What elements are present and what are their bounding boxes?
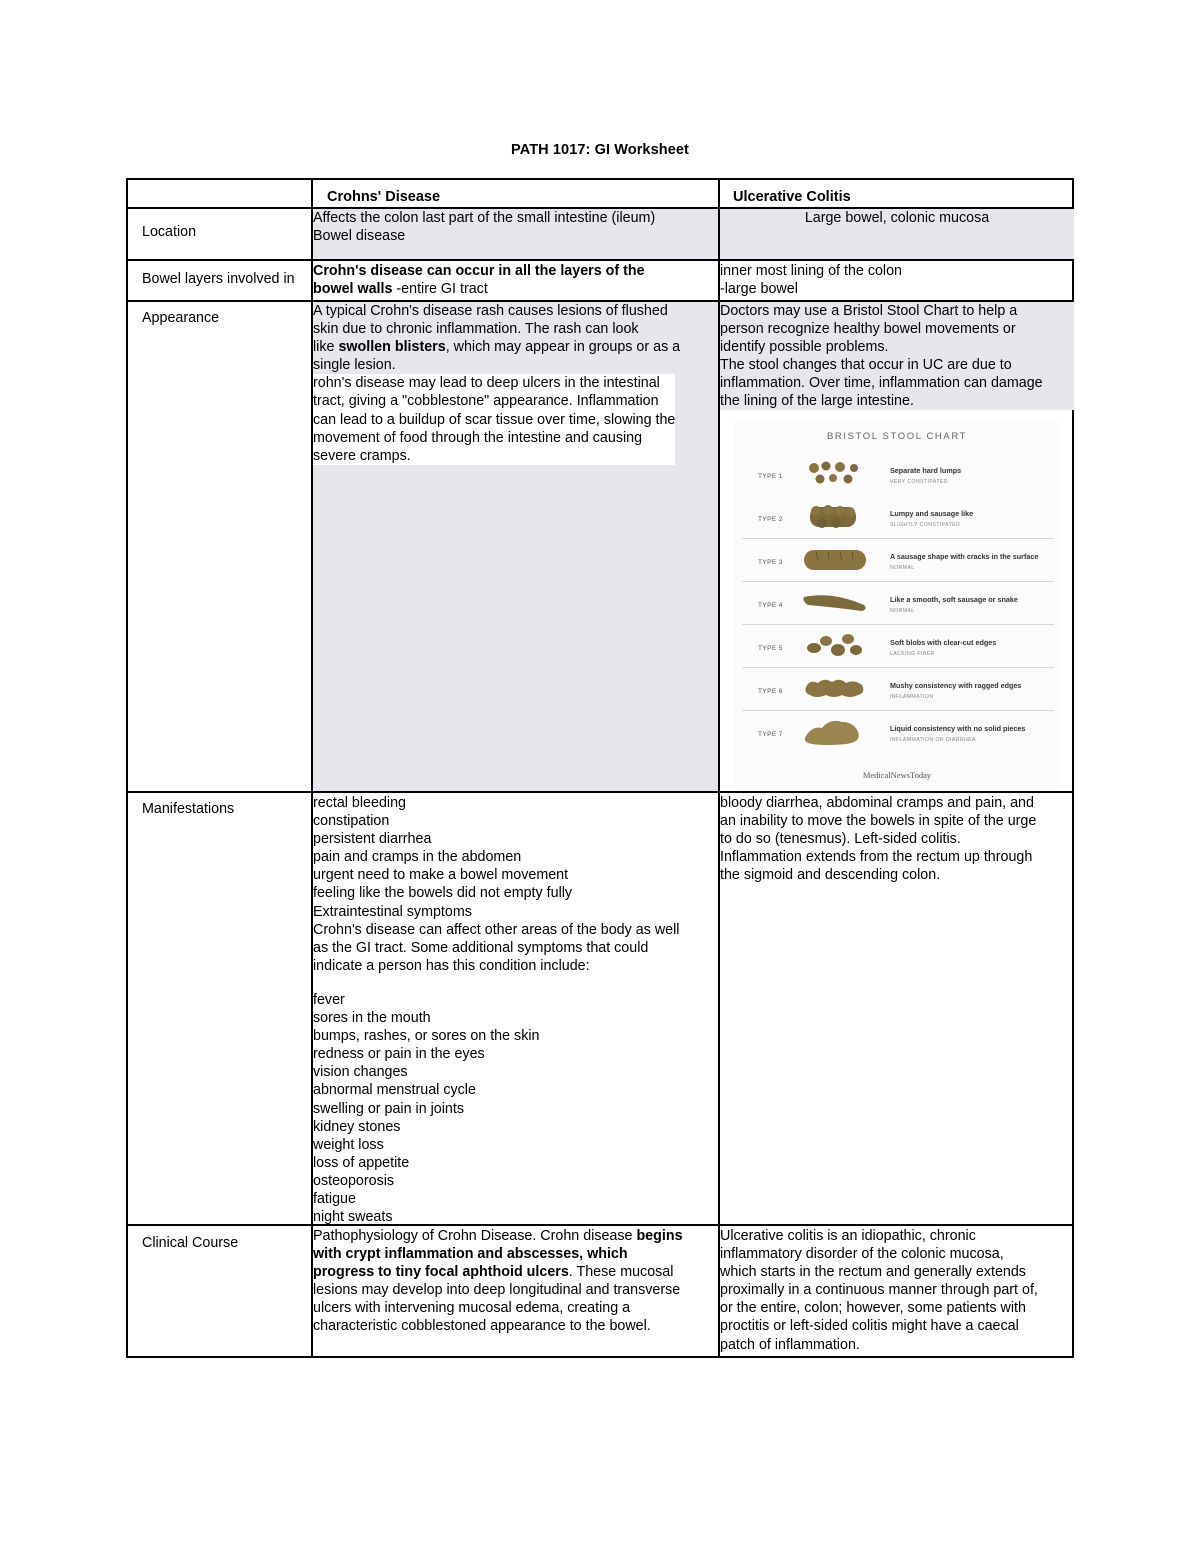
stool-type-label: TYPE 1 bbox=[758, 473, 783, 480]
stool-type-sub: INFLAMMATION bbox=[890, 694, 934, 700]
text-line: Ulcerative colitis is an idiopathic, chronic bbox=[720, 1228, 976, 1244]
header-uc: Ulcerative Colitis bbox=[733, 189, 851, 205]
bold-text: progress to tiny focal aphthoid ulcers bbox=[313, 1264, 569, 1281]
list-item: swelling or pain in joints bbox=[313, 1100, 464, 1117]
divider bbox=[742, 710, 1054, 711]
row-label-appearance: Appearance bbox=[142, 310, 220, 326]
text-line: identify possible problems. bbox=[720, 339, 889, 356]
text-line: or the entire, colon; however, some patients with bbox=[720, 1300, 1026, 1317]
stool-type-label: TYPE 6 bbox=[758, 688, 783, 695]
bold-text: swollen blisters bbox=[338, 339, 446, 356]
bold-text: begins bbox=[636, 1228, 683, 1244]
layers-bold-text: Crohn's disease can occur in all the layers of the bbox=[313, 263, 645, 279]
stool-type-desc: Like a smooth, soft sausage or snake bbox=[890, 595, 1018, 604]
bristol-stool-chart-image bbox=[734, 422, 1060, 790]
list-item: Crohn's disease can affect other areas of the body as well bbox=[313, 921, 680, 938]
row-label-clinical-course: Clinical Course bbox=[142, 1235, 239, 1251]
list-item: kidney stones bbox=[313, 1118, 401, 1135]
page-title: PATH 1017: GI Worksheet bbox=[511, 142, 689, 158]
stool-type-sub: VERY CONSTIPATED bbox=[890, 479, 948, 485]
stool-type-7-illustration bbox=[802, 714, 892, 748]
list-item: Extraintestinal symptoms bbox=[313, 903, 472, 920]
text-fragment: Pathophysiology of Crohn Disease. Crohn disease bbox=[313, 1228, 637, 1244]
stool-type-desc: Separate hard lumps bbox=[890, 466, 962, 475]
text-line: inflammation. Over time, inflammation can damage bbox=[720, 375, 1043, 392]
stool-chart-title: BRISTOL STOOL CHART bbox=[826, 431, 968, 442]
text-line: proximally in a continuous manner through part of, bbox=[720, 1282, 1038, 1299]
stool-type-label: TYPE 7 bbox=[758, 731, 783, 738]
text-line: the sigmoid and descending colon. bbox=[720, 867, 941, 884]
divider bbox=[742, 581, 1054, 582]
divider bbox=[742, 624, 1054, 625]
appearance-crohns bbox=[313, 302, 718, 791]
layers-text: -entire GI tract bbox=[392, 281, 488, 298]
stool-type-desc: Lumpy and sausage like bbox=[890, 509, 974, 518]
list-item: persistent diarrhea bbox=[313, 831, 432, 848]
stool-type-label: TYPE 5 bbox=[758, 645, 783, 652]
stool-type-label: TYPE 2 bbox=[758, 516, 783, 523]
layers-crohns bbox=[313, 262, 718, 300]
list-item: redness or pain in the eyes bbox=[313, 1046, 485, 1063]
stool-type-sub: NORMAL bbox=[890, 565, 915, 571]
text-line: inner most lining of the colon bbox=[720, 263, 902, 279]
stool-type-row bbox=[734, 710, 1060, 753]
list-item: pain and cramps in the abdomen bbox=[313, 849, 522, 866]
header-crohns: Crohns' Disease bbox=[327, 189, 441, 205]
stool-type-desc: Liquid consistency with no solid pieces bbox=[890, 724, 1026, 733]
list-item: as the GI tract. Some additional symptoms that could bbox=[313, 939, 649, 956]
layers-bold-text: bowel walls bbox=[313, 281, 393, 298]
stool-type-desc: A sausage shape with cracks in the surface bbox=[890, 552, 1039, 561]
text-line: movement of food through the intestine and causing bbox=[313, 429, 643, 446]
list-item: fever bbox=[313, 991, 345, 1008]
text-line: patch of inflammation. bbox=[720, 1336, 860, 1353]
appearance-uc bbox=[720, 302, 1074, 791]
stool-type-4-illustration bbox=[802, 585, 892, 619]
stool-type-row bbox=[734, 581, 1060, 624]
comparison-table bbox=[126, 178, 1074, 1358]
stool-type-5-illustration bbox=[802, 628, 892, 662]
list-item: fatigue bbox=[313, 1190, 356, 1207]
stool-type-row bbox=[734, 495, 1060, 538]
text-line: ulcers with intervening mucosal edema, creating a bbox=[313, 1300, 631, 1317]
text-line: tract, giving a "cobblestone" appearance. Inflammation bbox=[313, 393, 659, 410]
text-line: The stool changes that occur in UC are due to bbox=[720, 357, 1012, 374]
text-line: the lining of the large intestine. bbox=[720, 393, 914, 410]
row-divider bbox=[128, 1224, 1072, 1226]
divider bbox=[742, 667, 1054, 668]
row-label-location: Location bbox=[142, 224, 197, 240]
stool-type-sub: SLIGHTLY CONSTIPATED bbox=[890, 522, 961, 528]
text-line: proctitis or left-sided colitis might have a caecal bbox=[720, 1318, 1019, 1335]
stool-type-row bbox=[734, 624, 1060, 667]
stool-type-row bbox=[734, 667, 1060, 710]
stool-type-row bbox=[734, 452, 1060, 495]
stool-type-2-illustration bbox=[802, 499, 892, 533]
stool-type-desc: Mushy consistency with ragged edges bbox=[890, 681, 1022, 690]
text-fragment: like bbox=[313, 339, 339, 356]
layers-uc bbox=[720, 262, 1074, 300]
stool-type-desc: Soft blobs with clear-cut edges bbox=[890, 638, 997, 647]
list-item: urgent need to make a bowel movement bbox=[313, 867, 569, 884]
text-line: bloody diarrhea, abdominal cramps and pain, and bbox=[720, 795, 1034, 811]
blank-line bbox=[313, 975, 718, 991]
stool-type-sub: LACKING FIBER bbox=[890, 651, 935, 657]
list-item: bumps, rashes, or sores on the skin bbox=[313, 1028, 540, 1045]
text-line: can lead to a buildup of scar tissue over time, slowing the bbox=[313, 411, 676, 428]
text-line: A typical Crohn's disease rash causes lesions of flushed bbox=[313, 303, 668, 319]
clinical-crohns bbox=[313, 1227, 718, 1357]
bold-text: with crypt inflammation and abscesses, which bbox=[313, 1246, 628, 1263]
text-line: rohn's disease may lead to deep ulcers in the intestinal bbox=[313, 375, 660, 392]
list-item: night sweats bbox=[313, 1209, 393, 1224]
list-item: osteoporosis bbox=[313, 1172, 395, 1189]
stool-type-sub: NORMAL bbox=[890, 608, 915, 614]
text-line: Inflammation extends from the rectum up through bbox=[720, 849, 1033, 866]
text-line: single lesion. bbox=[313, 357, 396, 374]
location-uc bbox=[720, 209, 1074, 259]
stool-type-1-illustration bbox=[802, 456, 892, 490]
list-item: abnormal menstrual cycle bbox=[313, 1082, 476, 1099]
list-item: loss of appetite bbox=[313, 1154, 410, 1171]
text-line: skin due to chronic inflammation. The rash can look bbox=[313, 321, 639, 338]
row-label-layers: Bowel layers involved in bbox=[142, 271, 295, 287]
row-divider bbox=[128, 259, 1072, 261]
text-line: which starts in the rectum and generally extends bbox=[720, 1264, 1026, 1281]
stool-chart-brand: MedicalNewsToday bbox=[862, 769, 932, 780]
text-line: characteristic cobblestoned appearance to the bowel. bbox=[313, 1318, 651, 1335]
list-item: vision changes bbox=[313, 1064, 408, 1081]
text-line: lesions may develop into deep longitudinal and transverse bbox=[313, 1282, 681, 1299]
stool-type-row bbox=[734, 538, 1060, 581]
pasted-text-block bbox=[313, 374, 675, 464]
list-item: constipation bbox=[313, 813, 390, 830]
stool-type-sub: INFLAMMATION OR DIARRHEA bbox=[890, 737, 976, 743]
stool-type-6-illustration bbox=[802, 671, 892, 705]
list-item: weight loss bbox=[313, 1136, 384, 1153]
text-line: Affects the colon last part of the small intestine (ileum) bbox=[313, 210, 656, 226]
clinical-uc bbox=[720, 1227, 1074, 1357]
text-line: Large bowel, colonic mucosa bbox=[804, 210, 990, 226]
text-line: an inability to move the bowels in spite of the urge bbox=[720, 813, 1037, 830]
text-fragment: . These mucosal bbox=[568, 1264, 674, 1281]
divider bbox=[742, 538, 1054, 539]
row-label-manifestations: Manifestations bbox=[142, 801, 235, 817]
list-item: indicate a person has this condition include: bbox=[313, 957, 590, 974]
text-line: severe cramps. bbox=[313, 447, 411, 464]
list-item: rectal bleeding bbox=[313, 795, 406, 811]
text-line: to do so (tenesmus). Left-sided colitis. bbox=[720, 831, 961, 848]
list-item: feeling like the bowels did not empty fully bbox=[313, 885, 573, 902]
manifestations-crohns bbox=[313, 794, 718, 1224]
stool-type-label: TYPE 4 bbox=[758, 602, 783, 609]
manifestations-uc bbox=[720, 794, 1074, 1224]
text-line: Bowel disease bbox=[313, 228, 406, 245]
text-line: person recognize healthy bowel movements or bbox=[720, 321, 1016, 338]
text-line: Doctors may use a Bristol Stool Chart to help a bbox=[720, 303, 1018, 319]
text-line: -large bowel bbox=[720, 281, 798, 298]
text-fragment: , which may appear in groups or as a bbox=[445, 339, 681, 356]
text-line: inflammatory disorder of the colonic mucosa, bbox=[720, 1246, 1004, 1263]
stool-type-3-illustration bbox=[802, 542, 892, 576]
location-crohns bbox=[313, 209, 718, 259]
list-item: sores in the mouth bbox=[313, 1010, 431, 1027]
stool-type-label: TYPE 3 bbox=[758, 559, 783, 566]
